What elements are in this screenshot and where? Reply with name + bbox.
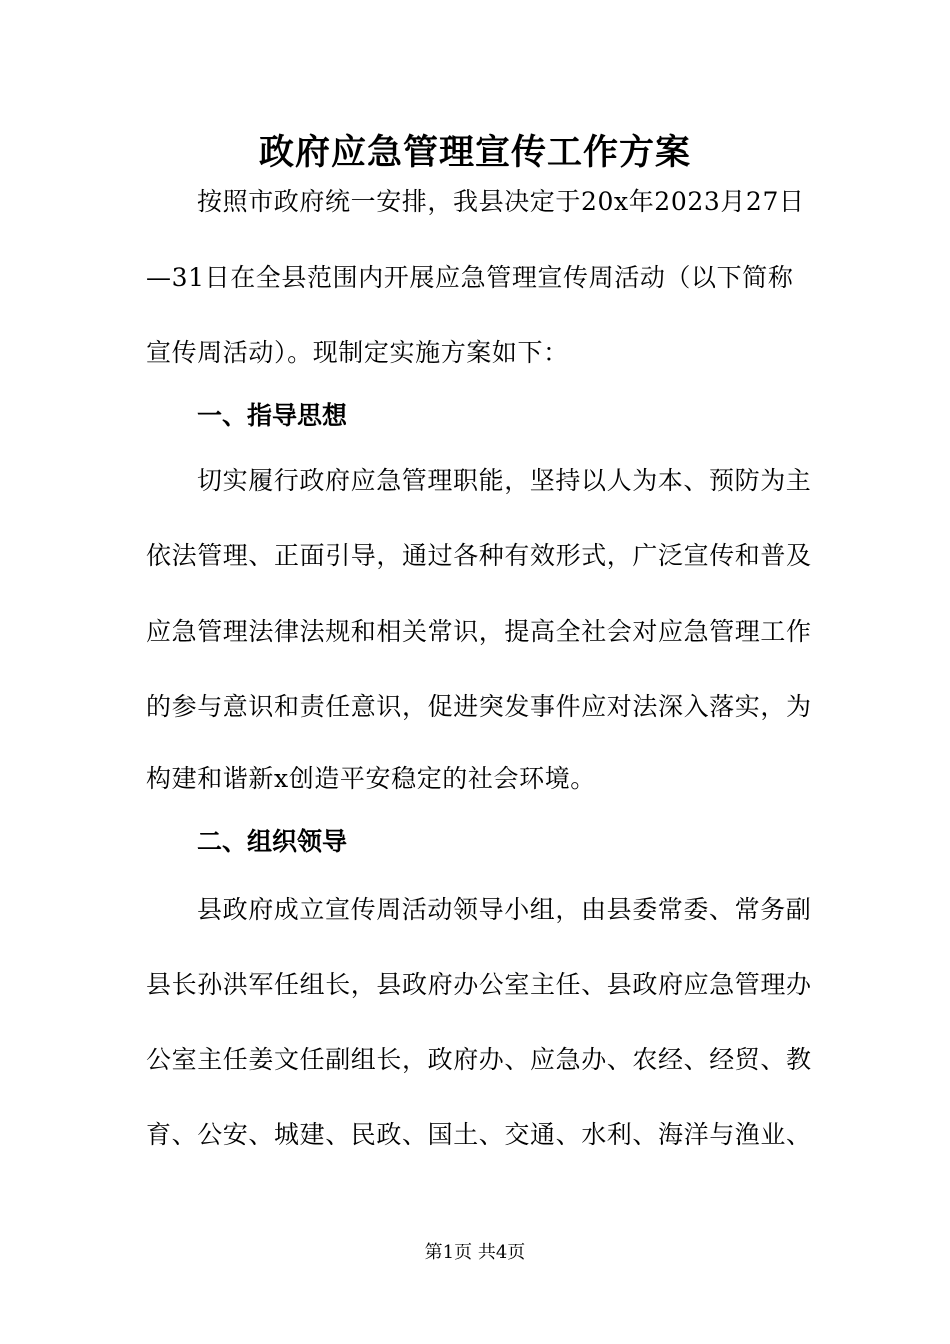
- paragraph-line: 依法管理、正面引导，通过各种有效形式，广泛宣传和普及: [146, 541, 812, 570]
- page-number-footer: 第1页 共4页: [424, 1242, 526, 1263]
- paragraph-line: 县政府成立宣传周活动领导小组，由县委常委、常务副: [197, 895, 812, 924]
- paragraph-line: 公室主任姜文任副组长，政府办、应急办、农经、经贸、教: [146, 1045, 812, 1074]
- paragraph-line: 构建和谐新x创造平安稳定的社会环境。: [146, 764, 596, 793]
- intro-line: —31日在全县范围内开展应急管理宣传周活动（以下简称: [146, 263, 794, 292]
- paragraph-line: 应急管理法律法规和相关常识，提高全社会对应急管理工作: [146, 617, 812, 646]
- paragraph-line: 县长孙洪军任组长，县政府办公室主任、县政府应急管理办: [146, 970, 812, 999]
- intro-line: 按照市政府统一安排，我县决定于20x年2023月27日: [197, 187, 805, 216]
- section-heading-organization-leadership: 二、组织领导: [197, 827, 348, 856]
- paragraph-line: 切实履行政府应急管理职能，坚持以人为本、预防为主: [197, 466, 812, 495]
- paragraph-line: 的参与意识和责任意识，促进突发事件应对法深入落实，为: [146, 692, 812, 721]
- intro-line: 宣传周活动）。现制定实施方案如下：: [146, 338, 569, 367]
- section-heading-guiding-ideology: 一、指导思想: [197, 401, 348, 430]
- paragraph-line: 育、公安、城建、民政、国土、交通、水利、海洋与渔业、: [146, 1120, 812, 1149]
- document-title: 政府应急管理宣传工作方案: [258, 132, 691, 173]
